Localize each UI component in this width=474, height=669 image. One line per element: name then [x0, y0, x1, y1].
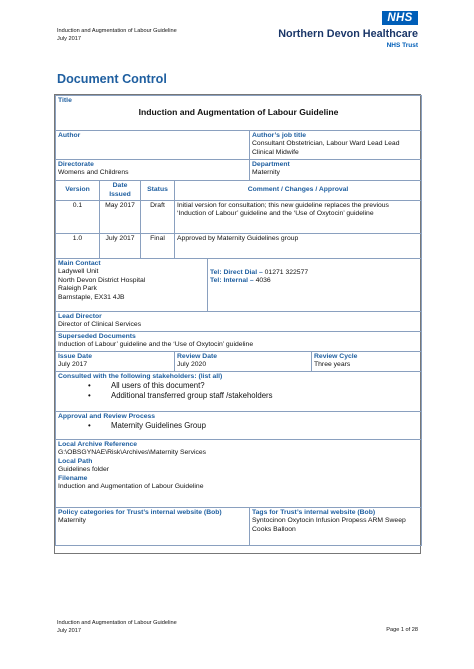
- approval-row: [56, 412, 422, 440]
- nhs-logo: NHS: [382, 11, 418, 25]
- header-date: July 2017: [57, 35, 81, 42]
- consulted-row: [56, 372, 422, 412]
- lead-director-label: Lead Director: [58, 313, 102, 320]
- review-date-label: Review Date: [177, 353, 218, 360]
- author-row: [56, 131, 422, 160]
- path-label: Local Path: [58, 457, 93, 465]
- issue-date-label: Issue Date: [58, 353, 93, 360]
- superseded-row: [56, 332, 422, 352]
- job-title-value: Consultant Obstetrician, Labour Ward Lead Lead Clinical Midwife: [252, 140, 400, 156]
- version-row: [56, 201, 422, 234]
- review-cycle-label: Review Cycle: [314, 353, 358, 360]
- header-doc-title: Induction and Augmentation of Labour Guideline: [57, 28, 177, 34]
- version-header-row: [56, 181, 422, 201]
- title-value: Induction and Augmentation of Labour Guideline: [138, 107, 339, 118]
- approval-label: Approval and Review Process: [58, 413, 156, 420]
- running-footer: [57, 620, 177, 635]
- list-item: • All users of this document?: [88, 381, 205, 391]
- version-cell: 1.0: [56, 234, 100, 259]
- directorate-label: Directorate: [58, 161, 94, 168]
- tel-internal: [210, 277, 419, 285]
- date-cell: July 2017: [100, 234, 141, 259]
- review-cycle-value: Three years: [314, 361, 351, 369]
- bullet-icon: •: [88, 391, 91, 401]
- main-contact-row: [56, 259, 422, 312]
- job-title-label: Author’s job title: [252, 132, 306, 139]
- footer-doc-title: Induction and Augmentation of Labour Guideline: [57, 620, 177, 626]
- list-item: • Additional transferred group staff /stakeholders: [88, 391, 273, 401]
- superseded-value: Induction of Labour’ guideline and the ‘Use of Oxytocin’ guideline: [58, 341, 254, 349]
- version-cell: 0.1: [56, 201, 100, 234]
- main-contact-label: Main Contact: [58, 260, 101, 267]
- tel-direct-value: 01271 322577: [264, 269, 309, 276]
- dates-row: [56, 352, 422, 372]
- tel-internal-value: 4036: [255, 277, 271, 285]
- archive-value: G:\OBSGYNAE\Risk\Archives\Maternity Services: [58, 449, 207, 457]
- archive-label: Local Archive Reference: [58, 441, 138, 448]
- department-value: Maternity: [252, 169, 280, 177]
- lead-director-row: [56, 312, 422, 332]
- title-row: [56, 96, 422, 131]
- tel-direct-label: Tel: Direct Dial –: [210, 269, 263, 276]
- bullet-icon: •: [88, 381, 91, 391]
- comment-header: Comment / Changes / Approval: [175, 181, 422, 201]
- consulted-label: Consulted with the following stakeholders: (list all): [58, 373, 223, 380]
- footer-date: July 2017: [57, 627, 81, 634]
- date-cell: May 2017: [100, 201, 141, 234]
- filename-value: Induction and Augmentation of Labour Guideline: [58, 483, 204, 491]
- title-label: Title: [58, 97, 72, 104]
- document-control-table: [55, 95, 422, 546]
- superseded-label: Superseded Documents: [58, 333, 136, 340]
- policy-categories-value: Maternity: [58, 517, 86, 525]
- review-date-value: July 2020: [177, 361, 207, 369]
- status-header: Status: [141, 181, 175, 201]
- date-issued-header: Date Issued: [100, 181, 141, 201]
- contact-line: North Devon District Hospital: [58, 276, 146, 284]
- section-title: Document Control: [57, 72, 167, 86]
- contact-line: Barnstaple, EX31 4JB: [58, 293, 125, 301]
- bullet-icon: •: [88, 421, 91, 431]
- status-cell: Final: [141, 234, 175, 259]
- author-label: Author: [58, 132, 81, 139]
- status-cell: Draft: [141, 201, 175, 234]
- version-header: Version: [56, 181, 100, 201]
- path-value: Guidelines folder: [58, 466, 110, 474]
- directorate-value: Womens and Childrens: [58, 169, 129, 177]
- contact-line: Ladywell Unit: [58, 268, 99, 276]
- lead-director-value: Director of Clinical Services: [58, 321, 142, 329]
- comment-cell: Approved by Maternity Guidelines group: [175, 234, 422, 259]
- running-header: [57, 28, 177, 43]
- issue-date-value: July 2017: [58, 361, 88, 369]
- archive-row: [56, 440, 422, 508]
- directorate-row: [56, 160, 422, 181]
- tel-internal-label: Tel: Internal –: [210, 277, 254, 285]
- website-row: [56, 508, 422, 546]
- comment-cell: Initial version for consultation; this new guideline replaces the previous ‘Induction of Labour’ guideline and the ‘Use of Oxytocin’ guideline: [175, 201, 422, 234]
- tags-value: Syntocinon Oxytocin Infusion Propess ARM Sweep Cooks Balloon: [252, 517, 406, 533]
- tags-label: Tags for Trust’s internal website (Bob): [252, 509, 376, 516]
- document-control-frame: [54, 94, 421, 554]
- filename-label: Filename: [58, 474, 88, 482]
- tel-direct: [210, 269, 419, 277]
- policy-categories-label: Policy categories for Trust’s internal website (Bob): [58, 509, 222, 516]
- org-subtitle: NHS Trust: [386, 42, 418, 49]
- version-row: [56, 234, 422, 259]
- contact-line: Raleigh Park: [58, 285, 97, 293]
- page-number: Page 1 of 28: [386, 627, 418, 633]
- list-item: • Maternity Guidelines Group: [88, 421, 206, 431]
- department-label: Department: [252, 161, 290, 168]
- org-name: Northern Devon Healthcare: [278, 28, 418, 40]
